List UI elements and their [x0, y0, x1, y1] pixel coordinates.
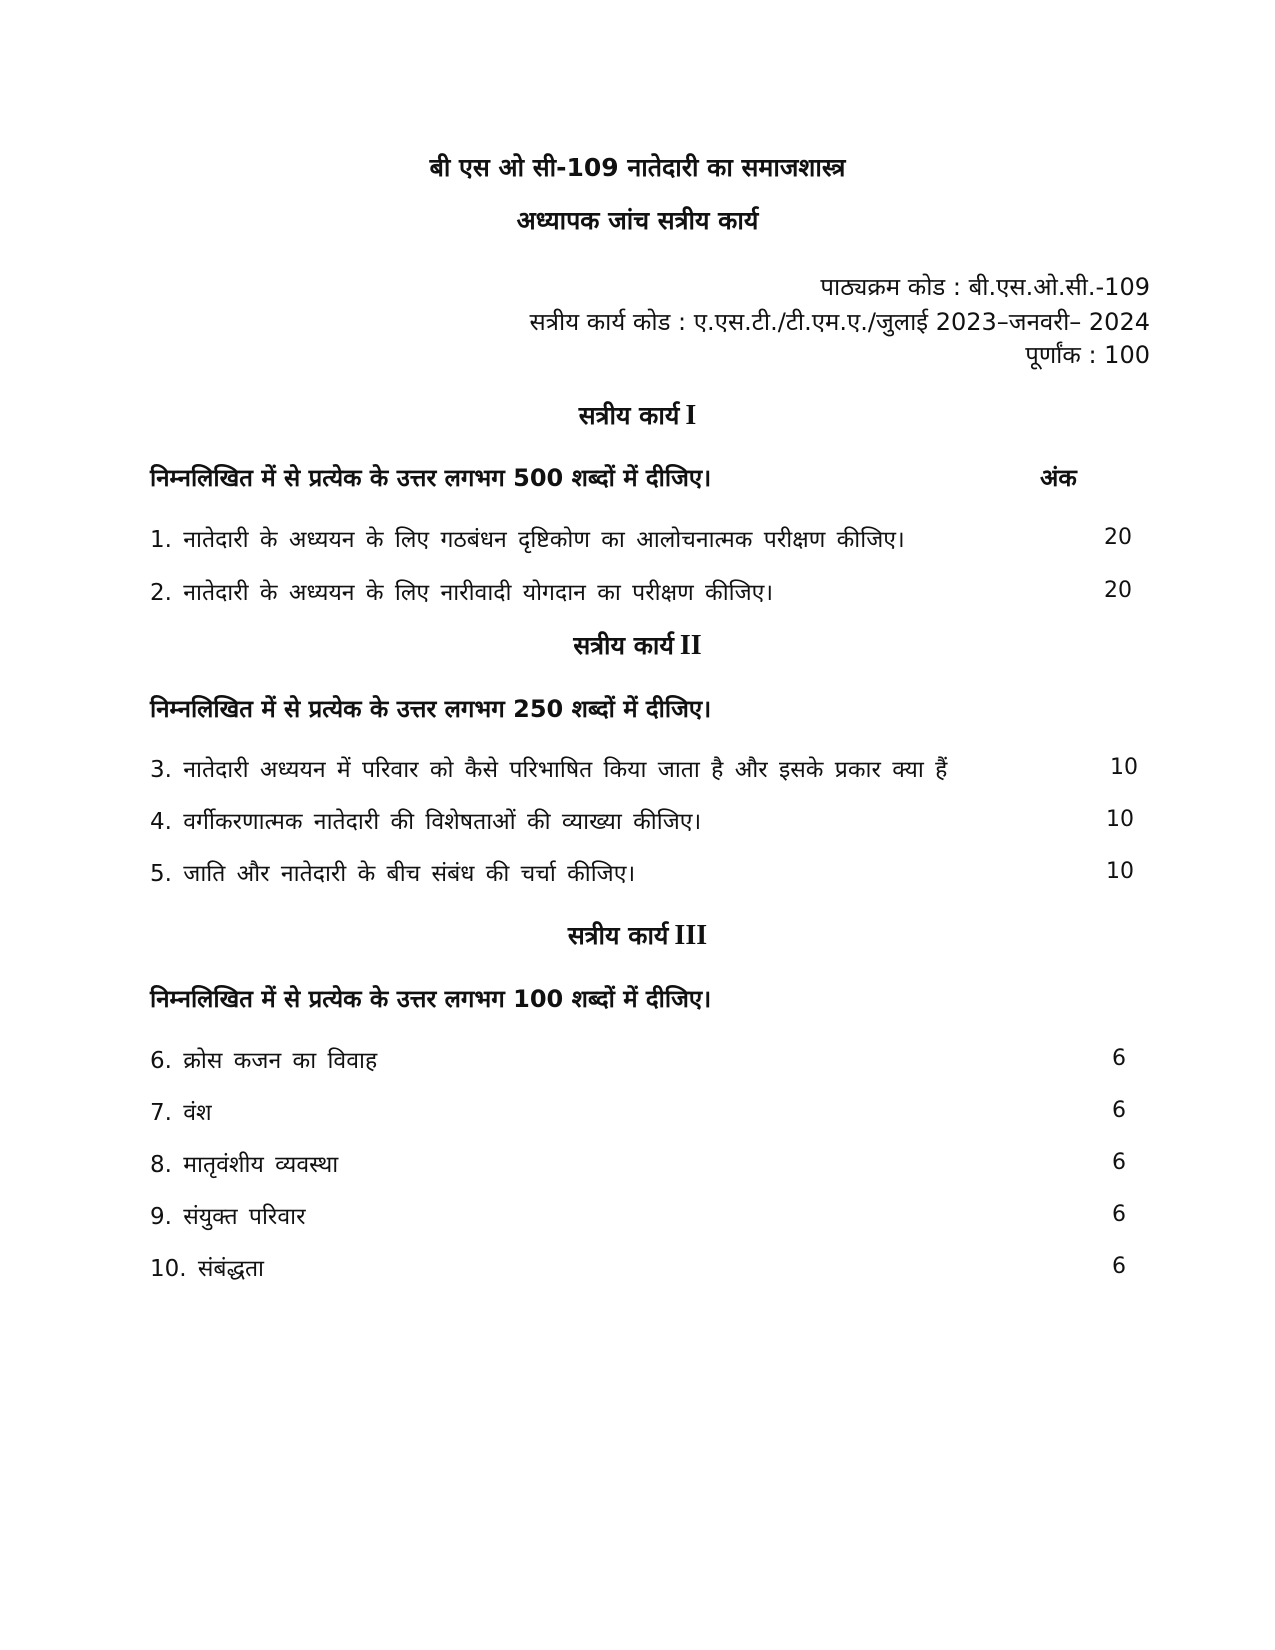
marks-column-label: अंक [1040, 464, 1077, 492]
question-8-marks: 6 [1112, 1150, 1126, 1175]
question-4-marks: 10 [1106, 807, 1134, 832]
section-instruction-1: निम्नलिखित में से प्रत्येक के उत्तर लगभग 500 शब्दों में दीजिए। [150, 464, 712, 492]
section-heading-text: सत्रीय कार्य [567, 921, 669, 950]
question-6: 6. क्रोस कजन का विवाह [150, 1048, 378, 1074]
question-7-marks: 6 [1112, 1098, 1126, 1123]
question-8: 8. मातृवंशीय व्यवस्था [150, 1152, 339, 1178]
section-heading-roman: III [674, 920, 708, 951]
section-instruction-2: निम्नलिखित में से प्रत्येक के उत्तर लगभग 250 शब्दों में दीजिए। [150, 695, 712, 723]
section-heading-text: सत्रीय कार्य [578, 401, 680, 430]
max-marks: पूर्णांक : 100 [1025, 341, 1150, 369]
question-10: 10. संबंद्धता [150, 1256, 265, 1282]
question-1-marks: 20 [1104, 525, 1132, 550]
question-2-marks: 20 [1104, 578, 1132, 603]
question-1: 1. नातेदारी के अध्ययन के लिए गठबंधन दृष्टिकोण का आलोचनात्मक परीक्षण कीजिए। [150, 527, 905, 553]
question-9: 9. संयुक्त परिवार [150, 1204, 306, 1230]
document-subtitle: अध्यापक जांच सत्रीय कार्य [516, 206, 759, 235]
question-2: 2. नातेदारी के अध्ययन के लिए नारीवादी योगदान का परीक्षण कीजिए। [150, 580, 774, 606]
section-heading-roman: II [679, 630, 702, 661]
question-5: 5. जाति और नातेदारी के बीच संबंध की चर्चा कीजिए। [150, 861, 636, 887]
question-4: 4. वर्गीकरणात्मक नातेदारी की विशेषताओं की व्याख्या कीजिए। [150, 809, 702, 835]
assignment-code: सत्रीय कार्य कोड : ए.एस.टी./टी.एम.ए./जुलाई 2023–जनवरी– 2024 [529, 308, 1150, 336]
section-heading-roman: I [685, 400, 697, 431]
question-9-marks: 6 [1112, 1202, 1126, 1227]
question-6-marks: 6 [1112, 1046, 1126, 1071]
section-heading-2 [0, 628, 1275, 662]
question-5-marks: 10 [1106, 859, 1134, 884]
question-7: 7. वंश [150, 1100, 212, 1126]
section-heading-3 [0, 918, 1275, 952]
section-instruction-3: निम्नलिखित में से प्रत्येक के उत्तर लगभग 100 शब्दों में दीजिए। [150, 985, 712, 1013]
section-heading-text: सत्रीय कार्य [573, 631, 674, 660]
question-3: 3. नातेदारी अध्ययन में परिवार को कैसे परिभाषित किया जाता है और इसके प्रकार क्या हैं [150, 757, 948, 783]
course-code: पाठ्यक्रम कोड : बी.एस.ओ.सी.-109 [820, 273, 1150, 301]
section-heading-1 [0, 398, 1275, 432]
document-title: बी एस ओ सी-109 नातेदारी का समाजशास्त्र [429, 153, 846, 182]
question-10-marks: 6 [1112, 1254, 1126, 1279]
question-3-marks: 10 [1110, 755, 1138, 780]
